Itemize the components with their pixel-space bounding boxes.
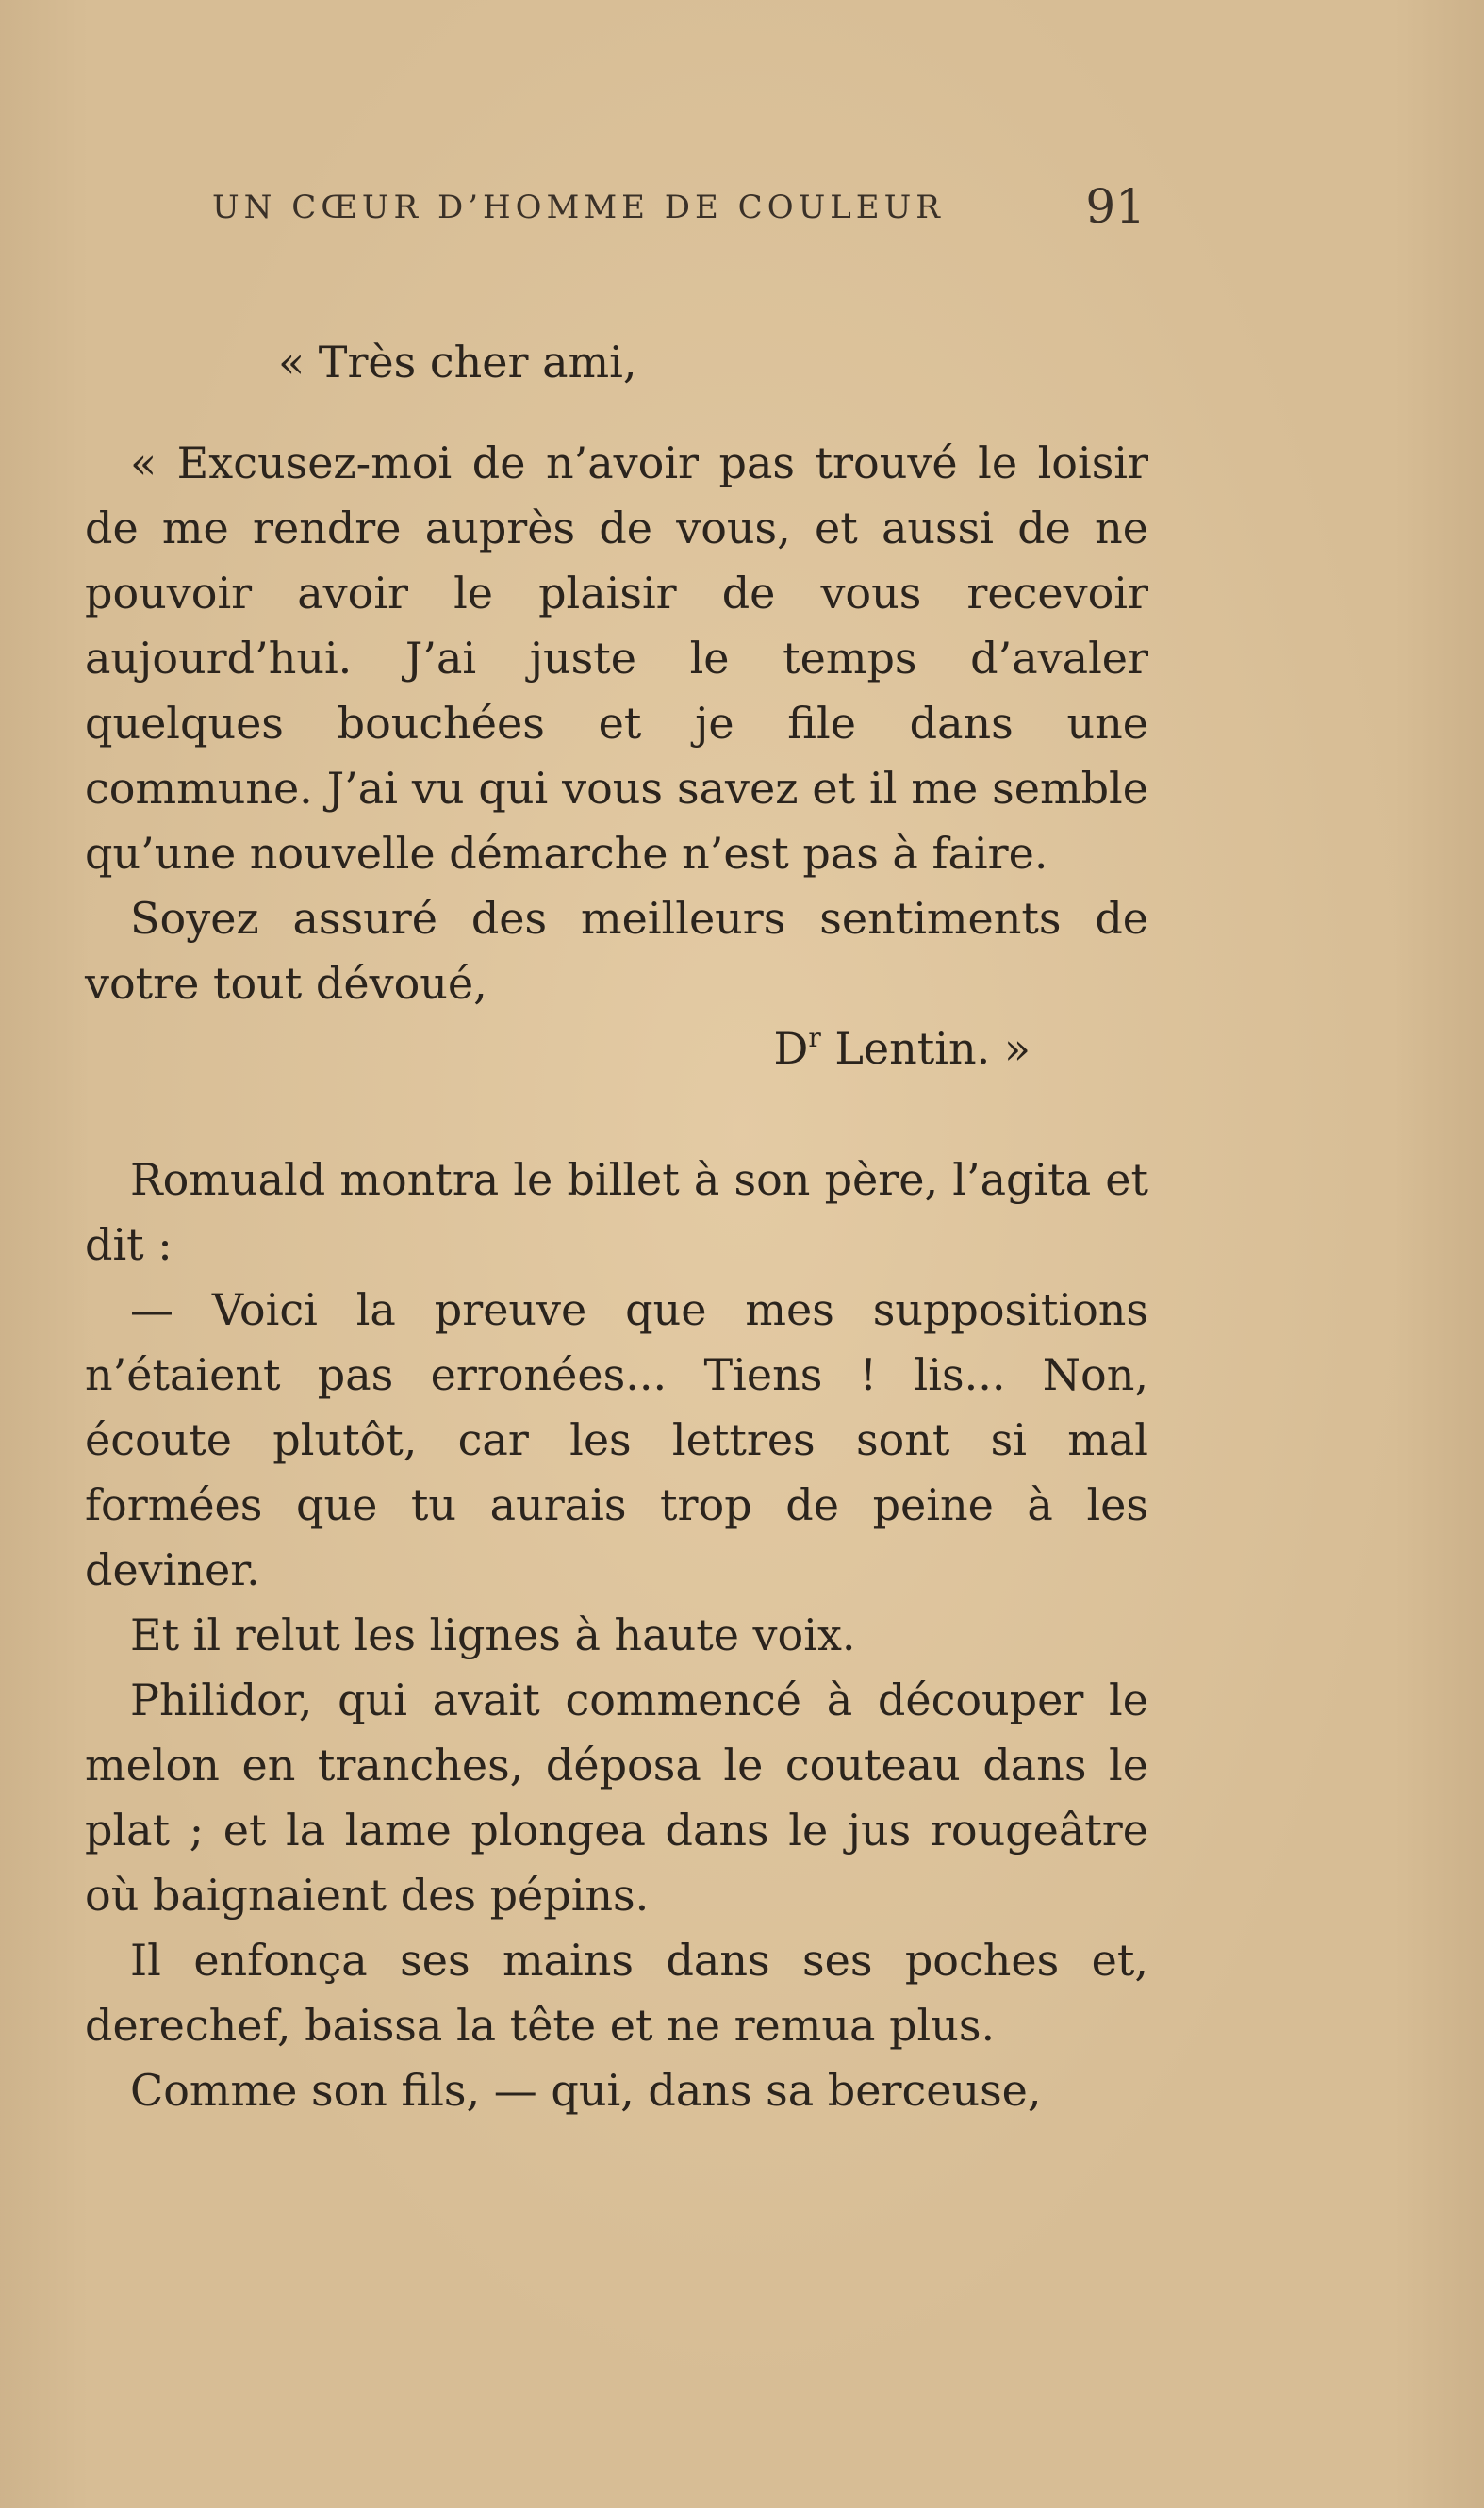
paragraph: Philidor, qui avait commencé à découper le melon en tranches, déposa le couteau dans le plat ; et la lame plongea dans le jus rougeâtre où baignaient des pépins. <box>85 1675 1148 1921</box>
signature-superscript: r <box>808 1022 821 1053</box>
signature-prefix: D <box>773 1023 809 1074</box>
paragraph: — Voici la preuve que mes suppositions n’étaient pas erronées... Tiens ! lis... Non, écoute plutôt, car les lettres sont si mal formées que tu aurais trop de peine à les deviner. <box>85 1284 1148 1595</box>
signature-name: Lentin. » <box>820 1023 1031 1074</box>
paragraph: Romuald montra le billet à son père, l’agita et dit : <box>85 1154 1148 1270</box>
paragraph: Et il relut les lignes à haute voix. <box>130 1609 856 1660</box>
letter-body: « Excusez-moi de n’avoir pas trouvé le loisir de me rendre auprès de vous, et aussi de ne pouvoir avoir le plaisir de vous recevoir aujourd’hui. J’ai juste le temps d’avaler quelques bouchées et je file dans une commune. J’ai vu qui vous savez et il me semble qu’une nouvelle démarche n’est pas à faire. <box>85 437 1148 879</box>
letter-signature <box>85 1016 1148 1081</box>
letter-closing: Soyez assuré des meilleurs sentiments de votre tout dévoué, <box>85 893 1148 1009</box>
running-title: UN CŒUR D’HOMME DE COULEUR <box>212 189 945 226</box>
paragraph: Comme son fils, — qui, dans sa berceuse, <box>130 2065 1042 2116</box>
body-text <box>85 330 1148 2123</box>
page-header <box>212 179 1146 236</box>
letter-greeting: « Très cher ami, <box>278 337 637 388</box>
page-number: 91 <box>1085 179 1146 234</box>
paragraph: Il enfonça ses mains dans ses poches et, derechef, baissa la tête et ne remua plus. <box>85 1935 1148 2051</box>
